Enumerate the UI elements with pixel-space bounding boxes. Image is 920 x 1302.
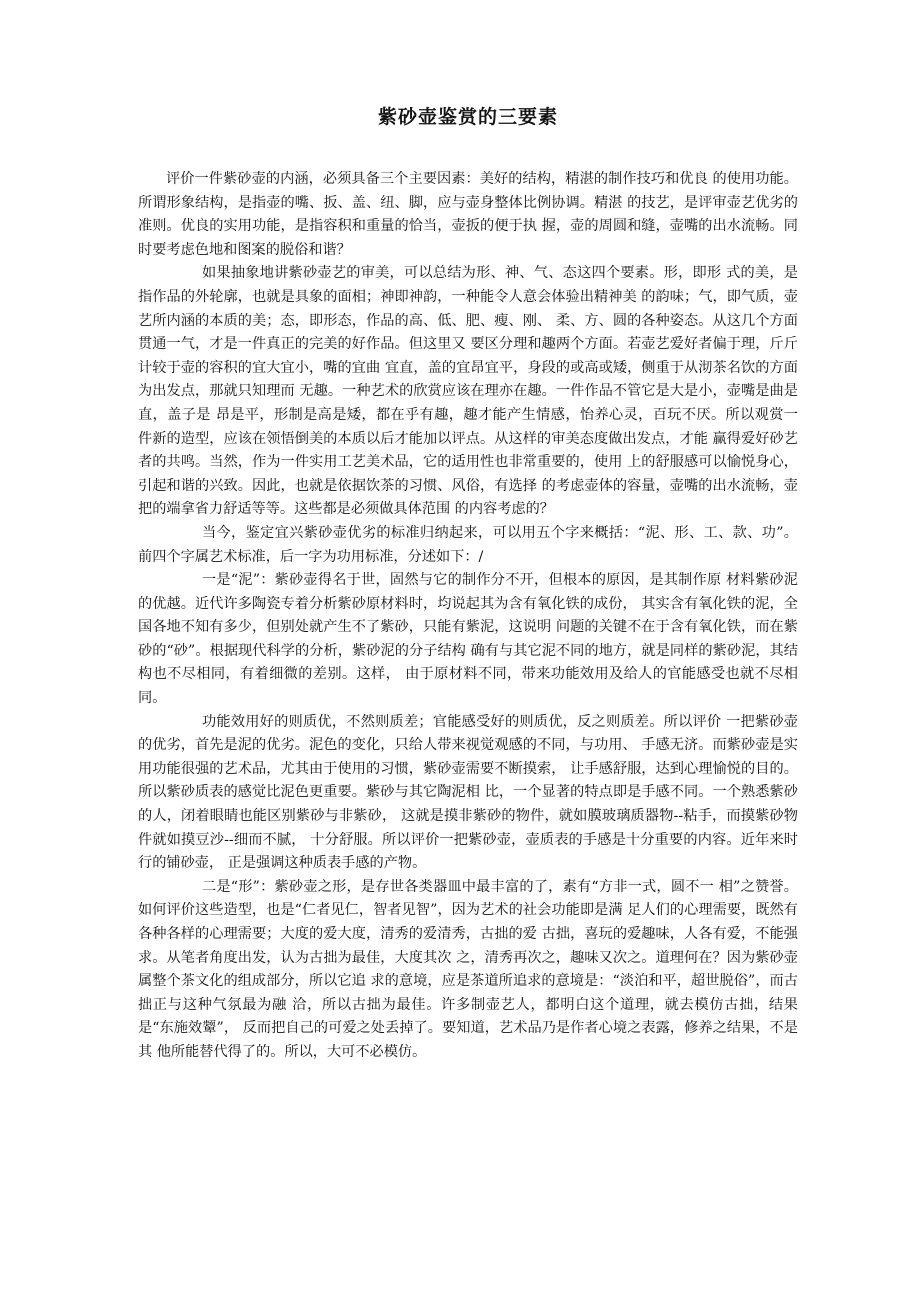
- document-body: [138, 168, 798, 1065]
- paragraph-clay-quality: 功能效用好的则质优，不然则质差；官能感受好的则质优，反之则质差。所以评价 一把紫砂壶的优劣，首先是泥的优劣。泥色的变化，只给人带来视觉观感的不同，与功用、 手感无济。而紫砂壶是实用功能很强的艺术品，尤其由于使用的习惯，紫砂壶需要不断摸索， 让手感舒服，达到心理愉悦的目的。所以紫砂质表的感觉比泥色更重要。紫砂与其它陶泥相 比，一个显著的特点即是手感不同。一个熟悉紫砂的人，闭着眼睛也能区别紫砂与非紫砂， 这就是摸非紫砂的物件，就如膜玻璃质器物--粘手，而摸紫砂物件就如摸豆沙--细而不腻， 十分舒服。所以评价一把紫砂壶，壶质表的手感是十分重要的内容。近年来时行的铺砂壶， 正是强调这种质表手感的产物。: [138, 713, 798, 872]
- document-title: 紫砂壶鉴赏的三要素: [377, 106, 558, 128]
- paragraph-five-criteria: 当今，鉴定宜兴紫砂壶优劣的标准归纳起来，可以用五个字来概括：“泥、形、工、款、功”。前四个字属艺术标准，后一字为功用标准，分述如下：/: [138, 524, 798, 565]
- paragraph-form: 二是“形”：紫砂壶之形，是存世各类器皿中最丰富的了，素有“方非一式，圆不一 相”之赞誉。如何评价这些造型，也是“仁者见仁，智者见智”，因为艺术的社会功能即是满 足人们的心理需要，既然有各种各样的心理需要；大度的爱大度，清秀的爱清秀，古拙的爱 古拙，喜玩的爱趣味，人各有爱，不能强求。从笔者角度出发，认为古拙为最佳，大度其次 之，清秀再次之，趣味又次之。道理何在？因为紫砂壶属整个茶文化的组成部分，所以它追 求的意境，应是茶道所追求的意境是：“淡泊和平，超世脱俗”，而古拙正与这种气氛最为融 洽，所以古拙为最佳。许多制壶艺人，都明白这个道理，就去模仿古拙，结果是“东施效颦”， 反而把自己的可爱之处丢掉了。要知道，艺术品乃是作者心境之表露，修养之结果，不是其 他所能替代得了的。所以，大可不必模仿。: [138, 878, 798, 1060]
- paragraph-intro: 评价一件紫砂壶的内涵，必须具备三个主要因素：美好的结构，精湛的制作技巧和优良 的使用功能。所谓形象结构，是指壶的嘴、扳、盖、纽、脚，应与壶身整体比例协调。精湛 的技艺，是评审壶艺优劣的准则。优良的实用功能，是指容积和重量的恰当，壶扳的便于执 握，壶的周圆和缝，壶嘴的出水流畅。同时要考虑色地和图案的脱俗和谐？: [138, 171, 798, 258]
- paragraph-clay: 一是“泥”：紫砂壶得名于世，固然与它的制作分不开，但根本的原因，是其制作原 材料紫砂泥的优越。近代许多陶瓷专着分析紫砂原材料时，均说起其为含有氧化铁的成份， 其实含有氧化铁的泥，全国各地不知有多少，但别处就产生不了紫砂，只能有紫泥，这说明 问题的关键不在于含有氧化铁，而在紫砂的“砂”。根据现代科学的分析，紫砂泥的分子结构 确有与其它泥不同的地方，就是同样的紫砂泥，其结构也不尽相同，有着细微的差别。这样， 由于原材料不同，带来功能效用及给人的官能感受也就不尽相同。: [138, 572, 798, 707]
- paragraph-aesthetics: 如果抽象地讲紫砂壶艺的审美，可以总结为形、神、气、态这四个要素。形，即形 式的美，是指作品的外轮廓，也就是具象的面相；神即神韵，一种能令人意会体验出精神美 的韵味；气，即气质，壶艺所内涵的本质的美；态，即形态，作品的高、低、肥、瘦、刚、 柔、方、圆的各种姿态。从这几个方面贯通一气，才是一件真正的完美的好作品。但这里又 要区分理和趣两个方面。若壶艺爱好者偏于理，斤斤计较于壶的容积的宜大宜小，嘴的宜曲 宜直，盖的宜昂宜平，身段的或高或矮，侧重于从沏茶名饮的方面为出发点，那就只知理而 无趣。一种艺术的欣赏应该在理亦在趣。一件作品不管它是大是小，壶嘴是曲是直，盖子是 昂是平，形制是高是矮，都在乎有趣，趣才能产生情感，怡养心灵，百玩不厌。所以观赏一 件新的造型，应该在领悟倒美的本质以后才能加以评点。从这样的审美态度做出发点，才能 赢得爱好砂艺者的共鸣。当然，作为一件实用工艺美术品，它的适用性也非常重要的，使用 上的舒服感可以愉悦身心，引起和谐的兴致。因此，也就是依据饮茶的习惯、风俗，有选择 的考虑壶体的容量，壶嘴的出水流畅，壶把的端拿省力舒适等等。这些都是必须做具体范围 的内容考虑的？: [138, 265, 798, 518]
- document-page: [138, 0, 798, 1065]
